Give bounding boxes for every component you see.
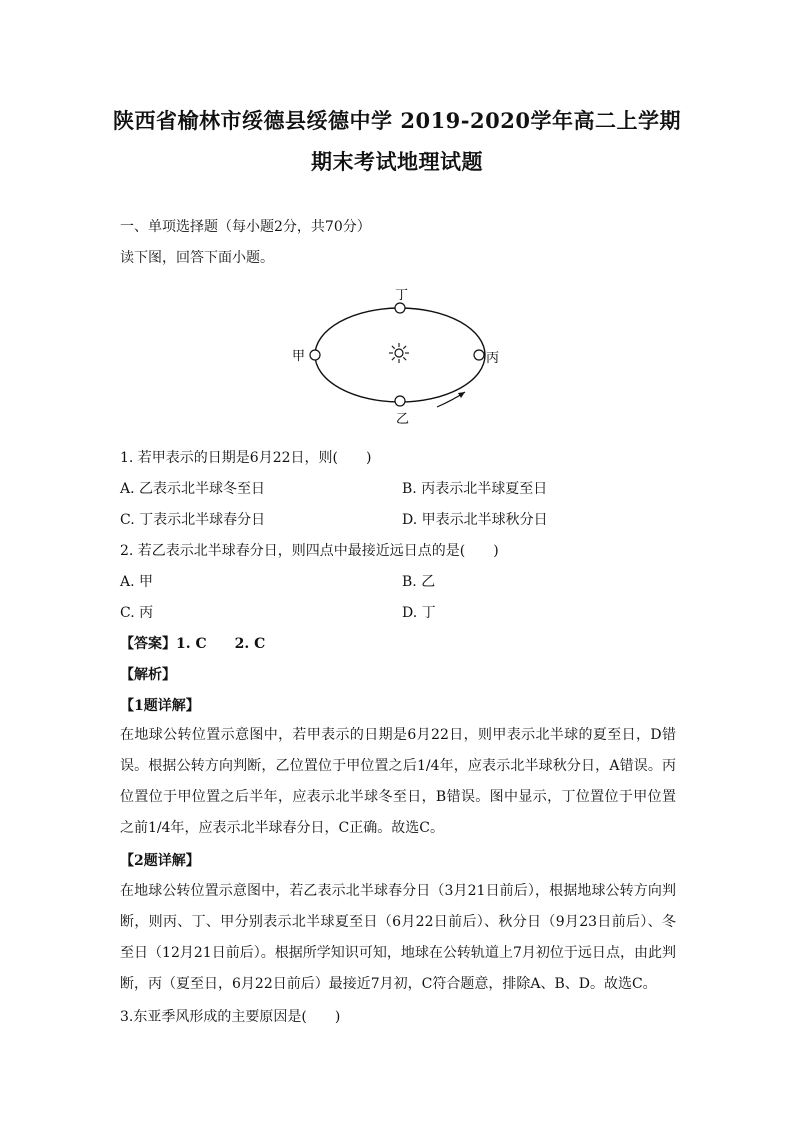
orbit-direction-arrow-icon — [437, 392, 465, 407]
section-heading: 一、单项选择题（每小题2分，共70分） — [120, 219, 371, 235]
doc-title-line2: 期末考试地理试题 — [311, 149, 483, 174]
question-1-stem: 1. 若甲表示的日期是6月22日，则( ) — [120, 450, 372, 466]
detail-1-text: 在地球公转位置示意图中，若甲表示的日期是6月22日，则甲表示北半球的夏至日，D错误。根据公转方向判断，乙位置位于甲位置之后1/4年，应表示北半球秋分日，A错误。丙位置位于甲位置之后半年，应表示北半球冬至日，B错误。图中显示，丁位置位于甲位置之前1/4年，应表示北半球春分日，C正确。故选C。 — [120, 727, 676, 836]
analysis-heading: 【解析】 — [120, 667, 176, 683]
question-1-option-c: C. 丁表示北半球春分日 — [120, 512, 266, 528]
sun-icon — [389, 343, 409, 363]
earth-position-jia — [310, 350, 320, 360]
orbit-ellipse — [315, 308, 485, 402]
earth-orbit-diagram — [285, 282, 510, 430]
question-2-option-d: D. 丁 — [402, 605, 436, 621]
label-jia: 甲 — [292, 349, 306, 364]
section-intro: 读下图，回答下面小题。 — [120, 250, 274, 266]
question-1-option-b: B. 丙表示北半球夏至日 — [402, 481, 548, 497]
label-bing: 丙 — [486, 351, 500, 366]
question-1-option-d: D. 甲表示北半球秋分日 — [402, 512, 548, 528]
earth-position-yi — [395, 396, 405, 406]
question-3-stem: 3.东亚季风形成的主要原因是( ) — [120, 1009, 341, 1025]
doc-title-line1: 陕西省榆林市绥德县绥德中学 2019-2020学年高二上学期 — [113, 108, 681, 133]
earth-position-bing — [474, 350, 484, 360]
detail-2-heading: 【2题详解】 — [120, 853, 200, 869]
detail-2-text: 在地球公转位置示意图中，若乙表示北半球春分日（3月21日前后），根据地球公转方向判断，则丙、丁、甲分别表示北半球夏至日（6月22日前后）、秋分日（9月23日前后）、冬至日（12月21日前后）。根据所学知识可知，地球在公转轨道上7月初位于远日点，由此判断，丙（夏至日，6月22日前后）最接近7月初，C符合题意，排除A、B、D。故选C。 — [120, 883, 676, 992]
question-2-stem: 2. 若乙表示北半球春分日，则四点中最接近远日点的是( ) — [120, 543, 499, 559]
label-ding: 丁 — [395, 288, 409, 303]
earth-position-ding — [395, 303, 405, 313]
question-2-option-b: B. 乙 — [402, 574, 436, 590]
question-2-option-c: C. 丙 — [120, 605, 154, 621]
label-yi: 乙 — [396, 412, 410, 427]
detail-1-heading: 【1题详解】 — [120, 698, 200, 714]
question-1-option-a: A. 乙表示北半球冬至日 — [120, 481, 266, 497]
answer-line: 【答案】1. C 2. C — [120, 636, 266, 652]
question-2-option-a: A. 甲 — [120, 574, 154, 590]
